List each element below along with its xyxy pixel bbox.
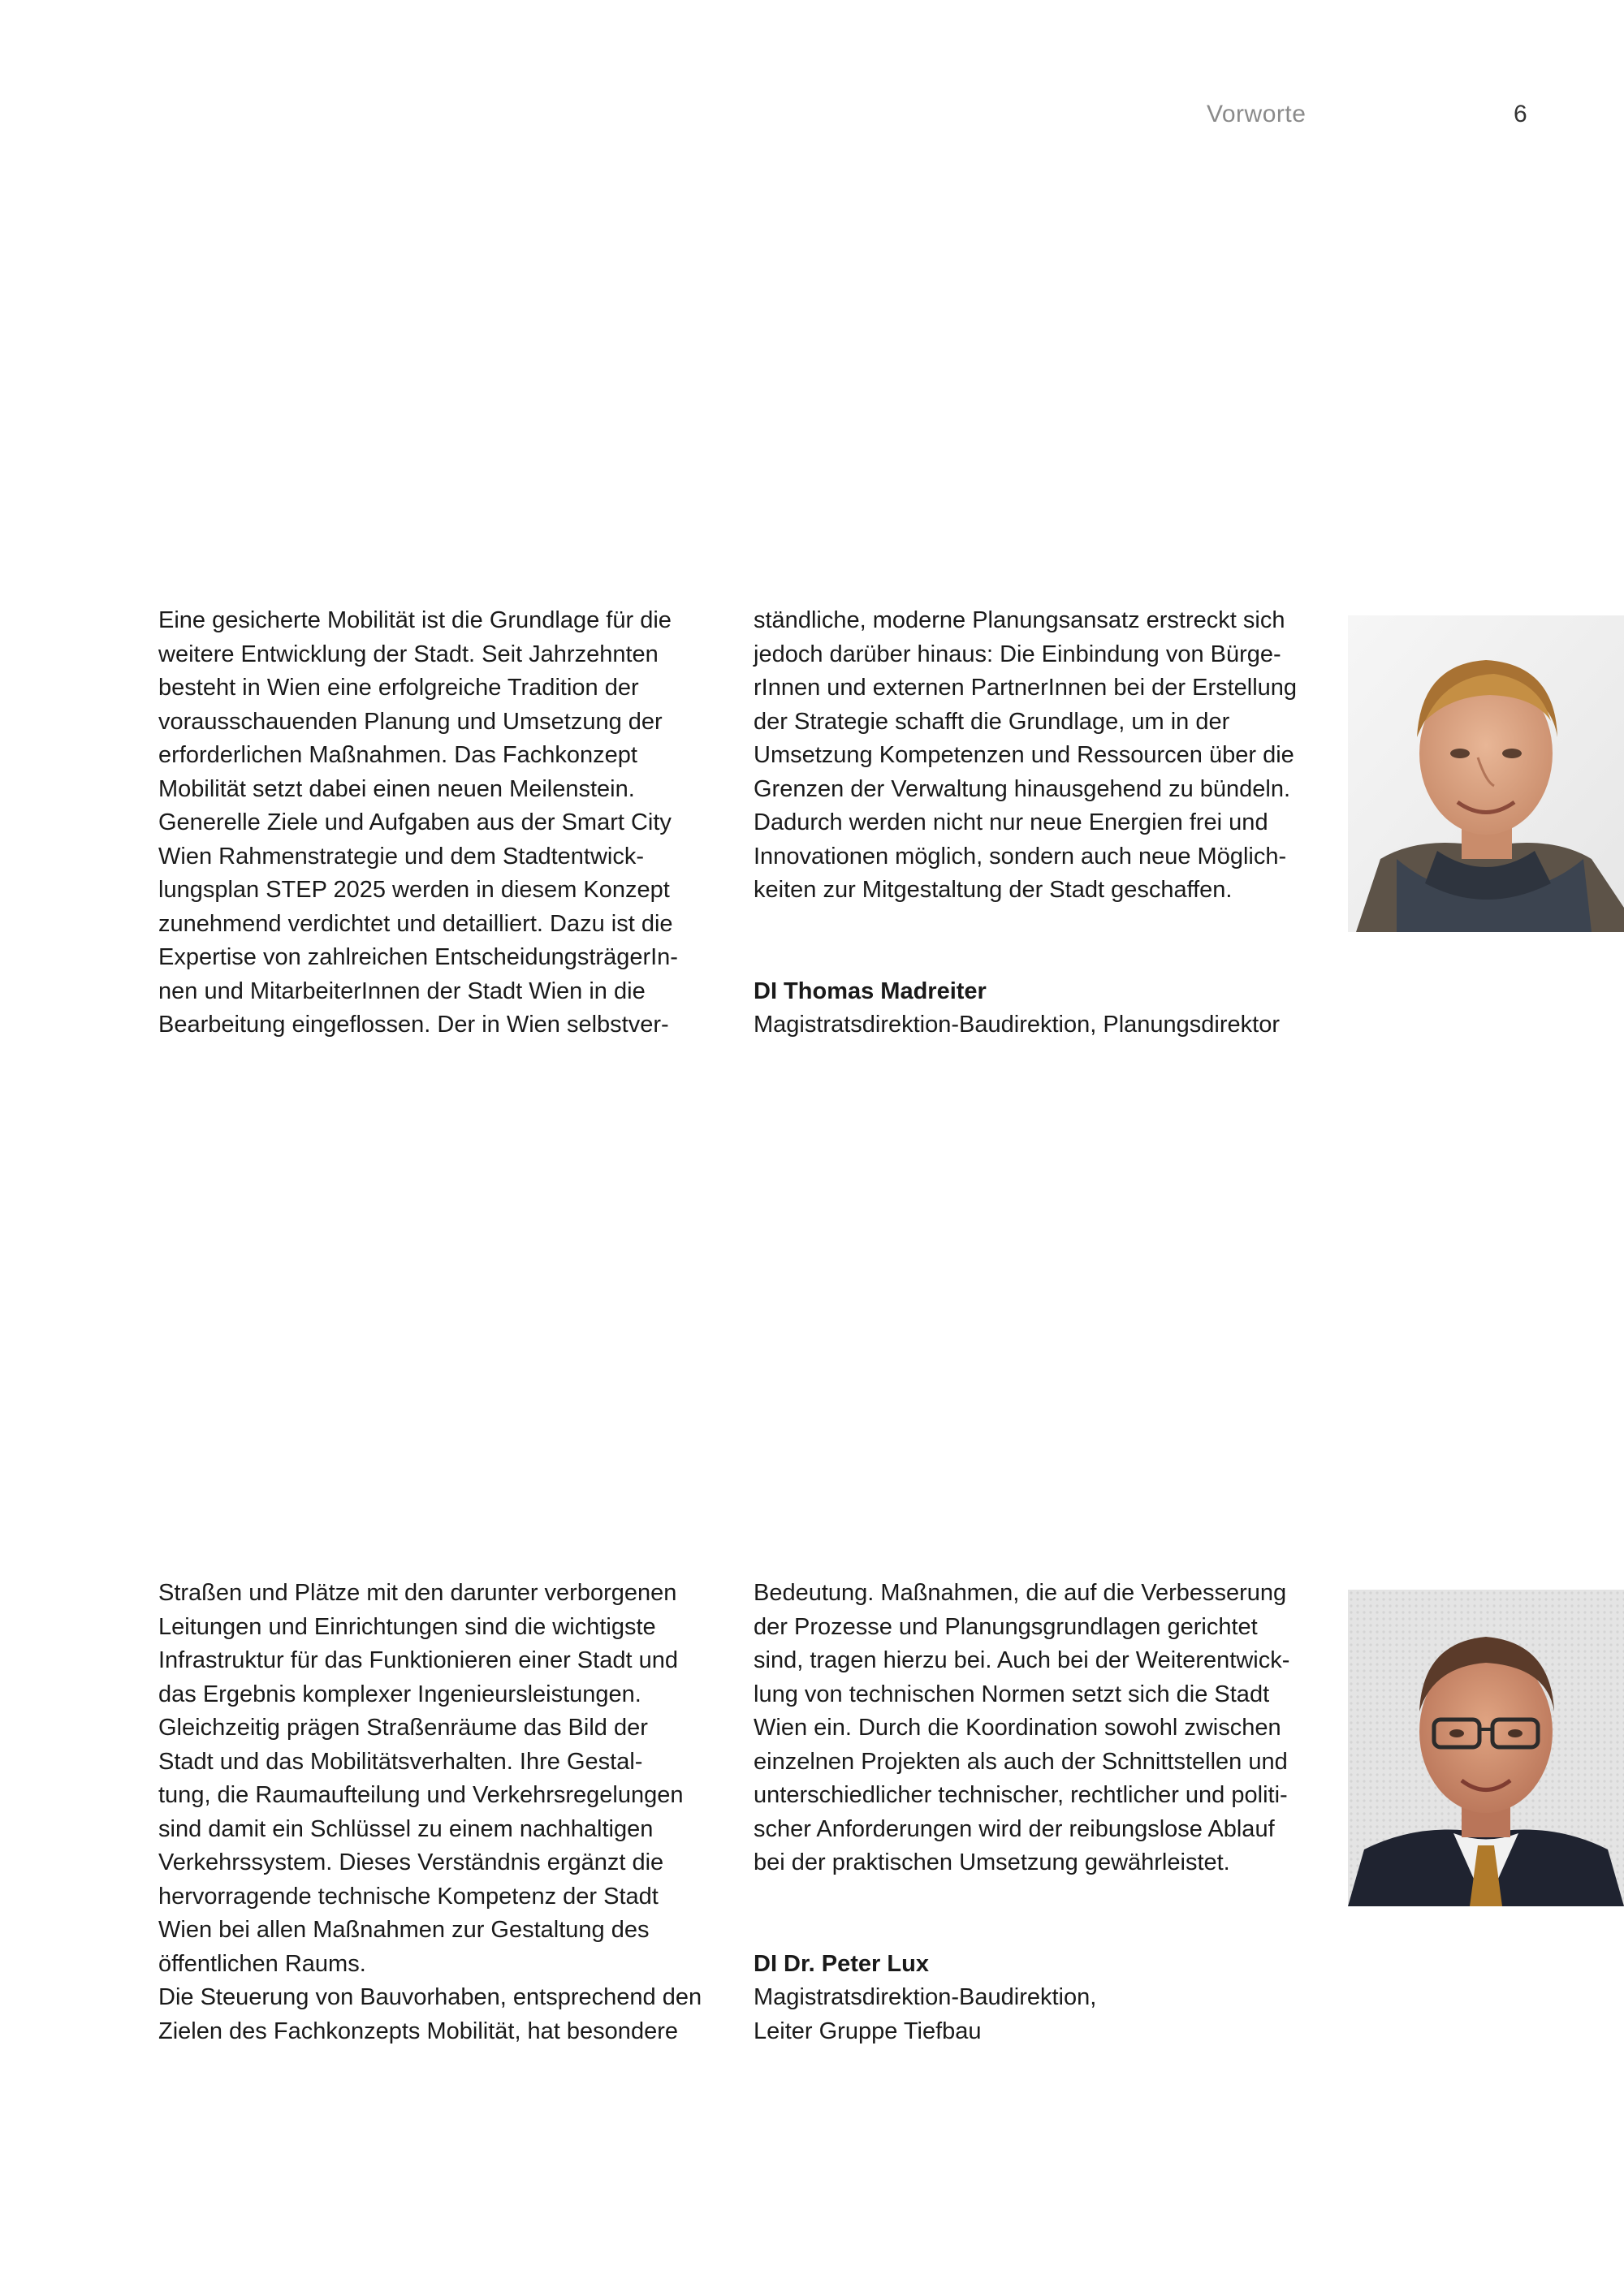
text-line: Magistratsdirektion-Baudirektion, <box>754 1984 1097 2010</box>
portrait-thomas-madreiter <box>1348 615 1624 932</box>
text-line: nen und MitarbeiterInnen der Stadt Wien in die <box>158 978 646 1004</box>
foreword1-signature-name: DI Thomas Madreiter <box>754 978 987 1004</box>
text-line: rInnen und externen PartnerInnen bei der Erstellung <box>754 675 1298 701</box>
portrait-peter-lux <box>1348 1590 1624 1906</box>
portrait-photo-1 <box>1348 615 1624 932</box>
portrait-photo-2 <box>1348 1590 1624 1906</box>
text-line: lung von technischen Normen setzt sich die Stadt <box>754 1681 1270 1707</box>
text-line: scher Anforderungen wird der reibungslose Ablauf <box>754 1815 1275 1842</box>
text-line: Stadt und das Mobilitätsverhalten. Ihre Gestal- <box>158 1748 643 1775</box>
foreword2-right-text <box>754 1577 1322 1880</box>
text-line: hervorragende technische Kompetenz der Stadt <box>158 1883 659 1910</box>
foreword1-right-text <box>754 604 1322 908</box>
text-line: weitere Entwicklung der Stadt. Seit Jahrzehnten <box>158 641 659 667</box>
text-line: ständliche, moderne Planungsansatz erstreckt sich <box>754 607 1285 633</box>
text-line: Gleichzeitig prägen Straßenräume das Bild der <box>158 1715 648 1741</box>
text-line: zunehmend verdichtet und detailliert. Dazu ist die <box>158 910 673 937</box>
page-number: 6 <box>1514 101 1527 127</box>
text-line: Leiter Gruppe Tiefbau <box>754 2018 982 2044</box>
foreword2-signature-role <box>754 1981 1322 2048</box>
text-line: sind damit ein Schlüssel zu einem nachhaltigen <box>158 1815 654 1842</box>
foreword1-left-column <box>158 604 727 1042</box>
foreword2-signature-name: DI Dr. Peter Lux <box>754 1950 929 1977</box>
text-line: besteht in Wien eine erfolgreiche Tradition der <box>158 675 639 701</box>
text-line: jedoch darüber hinaus: Die Einbindung von Bürge- <box>754 641 1281 667</box>
text-line: Dadurch werden nicht nur neue Energien frei und <box>754 809 1268 835</box>
text-line: Wien bei allen Maßnahmen zur Gestaltung des <box>158 1917 650 1943</box>
text-line: Generelle Ziele und Aufgaben aus der Smart City <box>158 809 672 835</box>
foreword2-right-column <box>754 1577 1322 2048</box>
text-line: Wien Rahmenstrategie und dem Stadtentwick- <box>158 843 645 870</box>
text-line: Straßen und Plätze mit den darunter verborgenen <box>158 1580 677 1606</box>
text-line: Expertise von zahlreichen EntscheidungsträgerIn- <box>158 944 678 970</box>
foreword2-left-text <box>158 1577 727 2048</box>
text-line: tung, die Raumaufteilung und Verkehrsregelungen <box>158 1782 684 1808</box>
text-line: erforderlichen Maßnahmen. Das Fachkonzept <box>158 742 637 768</box>
running-head-section-title: Vorworte <box>1207 101 1307 127</box>
text-line: Grenzen der Verwaltung hinausgehend zu bündeln. <box>754 775 1291 802</box>
text-line: Umsetzung Kompetenzen und Ressourcen über die <box>754 742 1294 768</box>
foreword1-right-column <box>754 604 1322 1042</box>
text-line: Wien ein. Durch die Koordination sowohl zwischen <box>754 1715 1281 1741</box>
foreword1-signature-role <box>754 1008 1322 1042</box>
text-line: Verkehrssystem. Dieses Verständnis ergänzt die <box>158 1849 664 1875</box>
foreword1-left-text <box>158 604 727 1042</box>
text-line: Innovationen möglich, sondern auch neue Möglich- <box>754 843 1287 870</box>
text-line: der Strategie schafft die Grundlage, um in der <box>754 708 1230 735</box>
text-line: einzelnen Projekten als auch der Schnittstellen und <box>754 1748 1288 1775</box>
text-line: Zielen des Fachkonzepts Mobilität, hat besondere <box>158 2018 678 2044</box>
text-line: Leitungen und Einrichtungen sind die wichtigste <box>158 1613 656 1640</box>
text-line: bei der praktischen Umsetzung gewährleistet. <box>754 1849 1230 1875</box>
text-line: Die Steuerung von Bauvorhaben, entsprechend den <box>158 1984 702 2010</box>
text-line: Eine gesicherte Mobilität ist die Grundlage für die <box>158 607 672 633</box>
text-line: das Ergebnis komplexer Ingenieursleistungen. <box>158 1681 641 1707</box>
text-line: Infrastruktur für das Funktionieren einer Stadt und <box>158 1647 678 1673</box>
text-line: der Prozesse und Planungsgrundlagen gerichtet <box>754 1613 1258 1640</box>
text-line: öffentlichen Raums. <box>158 1950 366 1977</box>
text-line: Magistratsdirektion-Baudirektion, Planungsdirektor <box>754 1012 1280 1038</box>
text-line: Bearbeitung eingeflossen. Der in Wien selbstver- <box>158 1012 669 1038</box>
foreword2-left-column <box>158 1577 727 2048</box>
text-line: keiten zur Mitgestaltung der Stadt geschaffen. <box>754 877 1233 903</box>
text-line: vorausschauenden Planung und Umsetzung der <box>158 708 663 735</box>
text-line: Mobilität setzt dabei einen neuen Meilenstein. <box>158 775 635 802</box>
text-line: lungsplan STEP 2025 werden in diesem Konzept <box>158 877 670 903</box>
text-line: Bedeutung. Maßnahmen, die auf die Verbesserung <box>754 1580 1287 1606</box>
text-line: sind, tragen hierzu bei. Auch bei der Weiterentwick- <box>754 1647 1290 1673</box>
text-line: unterschiedlicher technischer, rechtlicher und politi- <box>754 1782 1288 1808</box>
